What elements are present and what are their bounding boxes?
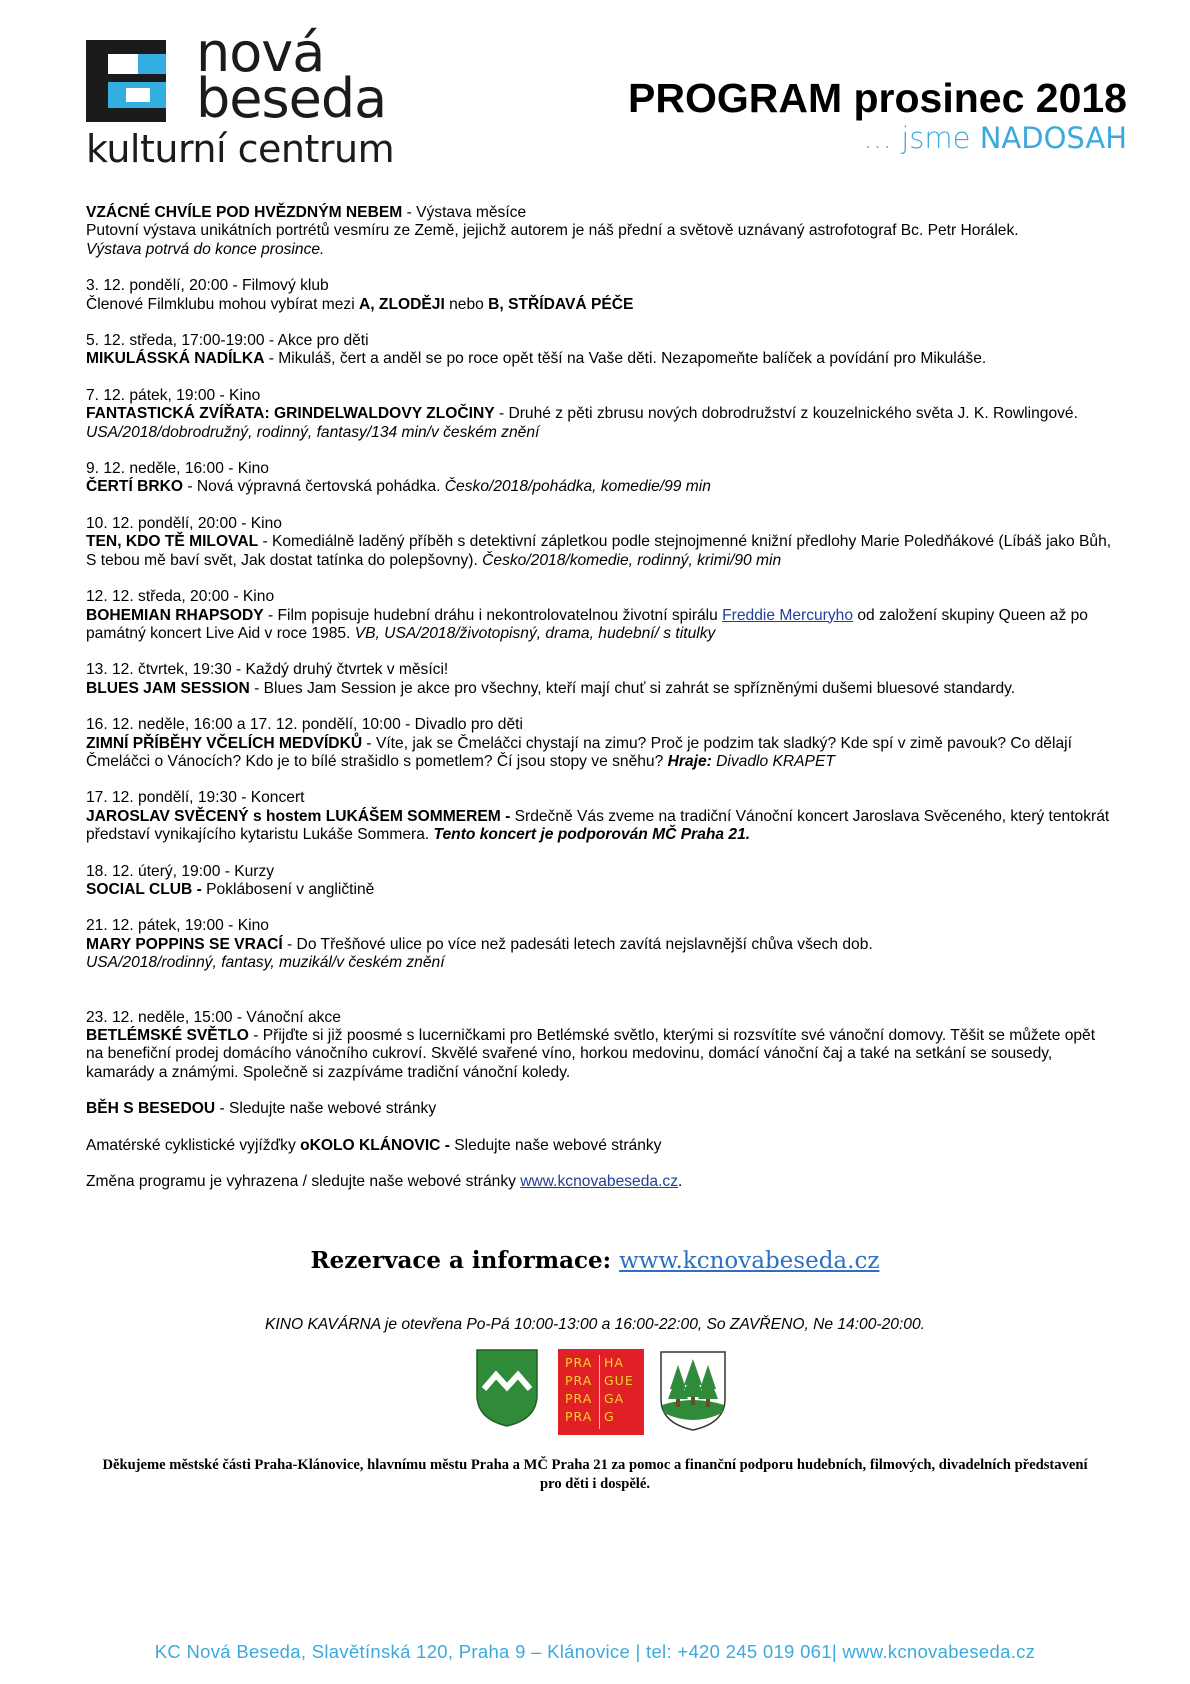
- event-description: - Přijďte si již poosmé s lucerničkami pro Betlémské světlo, kterými si rozsvítíte své vánoční domovy. Těšit se můžete opět na benefiční prodej domácího vánočního cukroví. Skvělé svařené víno, horkou medovinu, domácí vánoční čaj a také na setkání se sousedy, kamarády a známými. Společně si zazpíváme tradiční vánoční koledy.: [86, 1027, 1096, 1081]
- slogan-prefix: … jsme: [863, 121, 980, 155]
- event-description: - Mikuláš, čert a anděl se po roce opět těší na Vaše děti. Nezapomeňte balíček a povídání pro Mikuláše.: [264, 350, 987, 368]
- event-film-info: USA/2018/rodinný, fantasy, muzikál/v českém znění: [86, 954, 445, 972]
- praha-logo-text: GA: [604, 1391, 625, 1406]
- praha-logo-text: PRA: [565, 1373, 593, 1388]
- event-title: BĚH S BESEDOU: [86, 1100, 216, 1118]
- praha-logo-text: G: [604, 1409, 615, 1424]
- event-film-info: Česko/2018/pohádka, komedie/99 min: [444, 478, 711, 496]
- film-option-a: A, ZLODĚJI: [359, 295, 445, 313]
- program-change-notice: [86, 1173, 1116, 1191]
- event-note: Výstava potrvá do konce prosince.: [86, 240, 325, 258]
- event-mikulas: [86, 332, 1116, 369]
- event-fantastic-beasts: [86, 387, 1116, 442]
- event-description: - Blues Jam Session je akce pro všechny, kteří mají chuť si zahrát se spřízněnými dušemi bluesové standardy.: [249, 679, 1016, 697]
- event-description: Putovní výstava unikátních portrétů vesmíru ze Země, jejichž autorem je náš přední a světově uznávaný astrofotograf Bc. Petr Horálek.: [86, 222, 1019, 240]
- film-option-b: B, STŘÍDAVÁ PÉČE: [488, 295, 634, 313]
- event-date: 23. 12. neděle, 15:00 - Vánoční akce: [86, 1008, 341, 1026]
- event-title: BLUES JAM SESSION: [86, 679, 250, 697]
- program-list: [86, 204, 1116, 1209]
- event-category: - Výstava měsíce: [402, 204, 527, 221]
- notice-end: .: [678, 1173, 683, 1191]
- praha-logo-text: PRA: [565, 1391, 593, 1406]
- klanovice-coat-of-arms-icon: [476, 1349, 538, 1427]
- event-social-club: [86, 863, 1116, 900]
- event-date: 3. 12. pondělí, 20:00 - Filmový klub: [86, 277, 329, 295]
- reservation-label: Rezervace a informace:: [310, 1247, 620, 1274]
- program-title: PROGRAM prosinec 2018: [628, 75, 1127, 121]
- reservation-link[interactable]: www.kcnovabeseda.cz: [619, 1248, 880, 1274]
- event-concert: [86, 789, 1116, 844]
- logo-text-nova: nová: [196, 21, 325, 84]
- event-title: BETLÉMSKÉ SVĚTLO: [86, 1027, 249, 1044]
- thanks-note: Děkujeme městské části Praha-Klánovice, hlavnímu městu Praha a MČ Praha 21 za pomoc a finanční podporu hudebních, filmových, divadelních představení pro děti i dospělé.: [102, 1457, 1088, 1492]
- event-film-info: VB, USA/2018/životopisný, drama, hudební/ s titulky: [354, 624, 716, 642]
- event-okolo-klanovic: [86, 1137, 1116, 1155]
- logo-subtitle: kulturní centrum: [86, 127, 395, 171]
- event-blues-jam: [86, 661, 1116, 698]
- event-film-info: Česko/2018/komedie, rodinný, krimi/90 min: [482, 551, 782, 569]
- praha-logo: [558, 1349, 644, 1435]
- event-title: TEN, KDO TĚ MILOVAL: [86, 533, 259, 551]
- event-date: 18. 12. úterý, 19:00 - Kurzy: [86, 862, 275, 880]
- event-title: VZÁCNÉ CHVÍLE POD HVĚZDNÝM NEBEM: [86, 204, 403, 221]
- event-date: 7. 12. pátek, 19:00 - Kino: [86, 386, 261, 404]
- event-description: - Víte, jak se Čmeláčci chystají na zimu? Proč je podzim tak sladký? Kde spí v zimě pavouk? Co dělají Čmeláčci o Vánocích? Kdo je to bílé strašidlo s pometlem? Čí jsou stopy ve sněhu?: [86, 734, 1072, 770]
- nova-beseda-logo: [86, 21, 395, 176]
- event-credit: Divadlo KRAPET: [711, 752, 835, 770]
- logo-text-beseda: beseda: [196, 67, 387, 130]
- event-title: MARY POPPINS SE VRACÍ: [86, 935, 283, 953]
- event-description: Sledujte naše webové stránky: [449, 1136, 662, 1154]
- event-title: oKOLO KLÁNOVIC -: [300, 1136, 450, 1154]
- event-date: 16. 12. neděle, 16:00 a 17. 12. pondělí, 10:00 - Divadlo pro děti: [86, 716, 523, 734]
- event-betlemske-svetlo: [86, 1009, 1116, 1083]
- event-description-cont: od založení skupiny Queen až po památný koncert Live Aid v roce 1985.: [86, 606, 1088, 642]
- event-ten-kdo-te-miloval: [86, 515, 1116, 570]
- event-date: 13. 12. čtvrtek, 19:30 - Každý druhý čtvrtek v měsíci!: [86, 661, 449, 679]
- event-title: FANTASTICKÁ ZVÍŘATA: GRINDELWALDOVY ZLOČINY: [86, 405, 495, 423]
- event-description: - Film popisuje hudební dráhu i nekontrolovatelnou životní spirálu: [263, 606, 723, 624]
- event-date: 17. 12. pondělí, 19:30 - Koncert: [86, 789, 305, 807]
- cafe-opening-hours: KINO KAVÁRNA je otevřena Po-Pá 10:00-13:00 a 16:00-22:00, So ZAVŘENO, Ne 14:00-20:00.: [265, 1316, 925, 1333]
- reservation-info: [0, 1249, 1190, 1273]
- praha21-coat-of-arms-icon: [660, 1351, 726, 1431]
- praha-logo-text: PRA: [565, 1355, 593, 1370]
- event-description: - Druhé z pěti zbrusu nových dobrodružství z kouzelnického světa J. K. Rowlingové.: [494, 405, 1078, 423]
- notice-text: Změna programu je vyhrazena / sledujte naše webové stránky: [86, 1173, 521, 1191]
- event-description: Členové Filmklubu mohou vybírat mezi: [86, 295, 359, 313]
- event-beh-s-besedou: [86, 1100, 1116, 1118]
- logo-mark-icon: [86, 40, 166, 122]
- website-link[interactable]: www.kcnovabeseda.cz: [520, 1173, 678, 1191]
- event-date: 10. 12. pondělí, 20:00 - Kino: [86, 514, 282, 532]
- event-description: Srdečně Vás zveme na tradiční Vánoční koncert Jaroslava Svěceného, který tentokrát představí vynikajícího kytaristu Lukáše Sommera.: [86, 807, 1110, 844]
- event-film-info: USA/2018/dobrodružný, rodinný, fantasy/134 min/v českém znění: [86, 423, 540, 441]
- event-title: JAROSLAV SVĚCENÝ s hostem LUKÁŠEM SOMMEREM -: [86, 807, 511, 825]
- footer-contact: KC Nová Beseda, Slavětínská 120, Praha 9 – Klánovice | tel: +420 245 019 061| www.kcnovabeseda.cz: [154, 1641, 1036, 1662]
- event-support-note: Tento koncert je podporován MČ Praha 21.: [433, 826, 751, 844]
- event-description: - Komediálně laděný příběh s detektivní zápletkou podle stejnojmenné knižní předlohy Marie Poledňákové (Líbáš jako Bůh, S tebou mě baví svět, Jak dostat tatínka do polepšovny).: [86, 533, 1112, 569]
- event-title: BOHEMIAN RHAPSODY: [86, 606, 264, 624]
- event-certi-brko: [86, 460, 1116, 497]
- event-date: 12. 12. středa, 20:00 - Kino: [86, 588, 275, 606]
- event-description: - Do Třešňové ulice po více než padesáti letech zavítá nejslavnější chůva všech dob.: [282, 935, 873, 953]
- event-title: SOCIAL CLUB -: [86, 880, 202, 898]
- event-description: - Sledujte naše webové stránky: [215, 1100, 437, 1118]
- event-description: - Nová výpravná čertovská pohádka.: [183, 478, 445, 496]
- event-date: 9. 12. neděle, 16:00 - Kino: [86, 460, 269, 478]
- slogan-word: NADOSAH: [979, 121, 1127, 155]
- event-theatre-kids: [86, 716, 1116, 771]
- praha-logo-text: HA: [604, 1355, 624, 1370]
- praha-logo-text: GUE: [604, 1373, 634, 1388]
- event-date: 21. 12. pátek, 19:00 - Kino: [86, 917, 269, 935]
- sponsor-logos: [0, 1349, 1190, 1439]
- event-exhibition: [86, 204, 1116, 259]
- event-title: MIKULÁSSKÁ NADÍLKA: [86, 350, 265, 368]
- event-bohemian-rhapsody: [86, 588, 1116, 643]
- event-title: ZIMNÍ PŘÍBĚHY VČELÍCH MEDVÍDKŮ: [86, 734, 363, 752]
- event-title: ČERTÍ BRKO: [86, 478, 184, 496]
- event-film-club: [86, 277, 1116, 314]
- slogan: [863, 121, 1127, 155]
- event-date: 5. 12. středa, 17:00-19:00 - Akce pro děti: [86, 332, 369, 350]
- event-description-mid: nebo: [444, 295, 489, 313]
- event-description: Poklábosení v angličtině: [201, 880, 375, 898]
- freddie-mercury-link[interactable]: Freddie Mercuryho: [722, 606, 854, 624]
- praha-logo-text: PRA: [565, 1409, 593, 1424]
- event-credit-label: Hraje:: [667, 752, 712, 770]
- event-mary-poppins: [86, 917, 1116, 972]
- event-description-pre: Amatérské cyklistické vyjížďky: [86, 1136, 301, 1154]
